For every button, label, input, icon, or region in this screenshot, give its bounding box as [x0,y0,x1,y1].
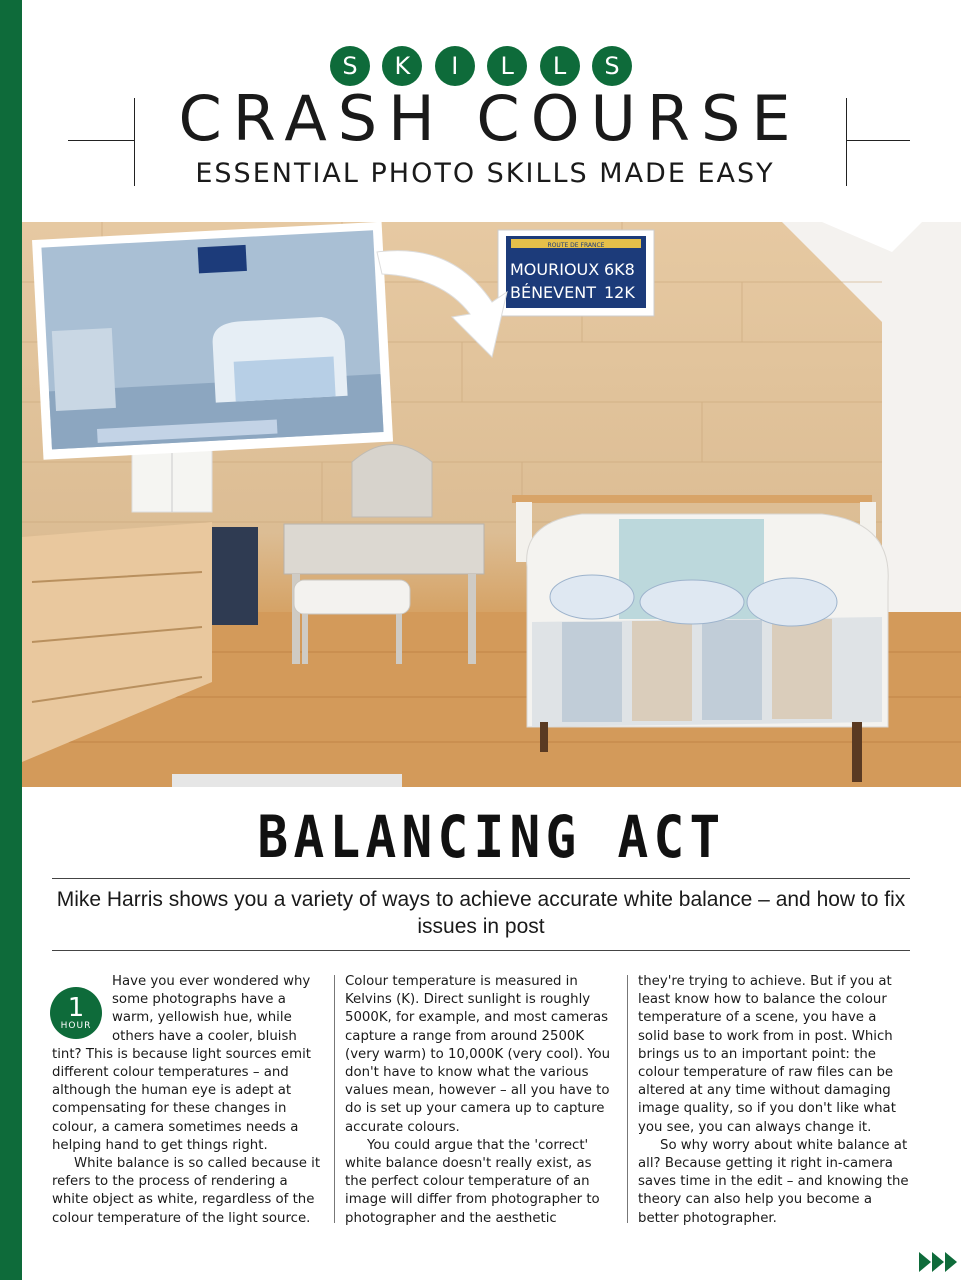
hour-badge-number: 1 [67,993,85,1023]
column-divider [627,975,628,1223]
bedroom-photo-illustration [22,222,961,787]
article-column-1 [52,973,324,1228]
header-rule-right-vertical [846,98,847,186]
article-column-3 [638,973,910,1228]
body-paragraph: Colour temperature is measured in Kelvins (K). Direct sunlight is roughly 5000K, for example, and most cameras capture a range from around 2500K (very warm) to 10,000K (very cool). You don't have to know what the various values mean, however – all you have to do is set up your camera up to capture accurate colours. [345,974,611,1135]
body-paragraph: Have you ever wondered why some photographs have a warm, yellowish hue, while others have a cooler, bluish tint? This is because light sources emit different colour temperatures – and although the human eye is adept at compensating for these changes in colour, a camera sometimes needs a helping hand to get things right. [52,974,311,1153]
header-rule-left-vertical [134,98,135,186]
skills-badge-row [330,46,632,86]
header-rule-right [846,140,910,141]
svg-text:12K: 12K [604,283,635,302]
body-paragraph: So why worry about white balance at all? Because getting it right in-camera saves time in the edit – and knowing the theory can also help you become a better photographer. [638,1137,909,1226]
hour-badge [50,987,102,1039]
body-paragraph: they're trying to achieve. But if you at least know how to balance the colour temperature of a scene, you have a solid base to work from in post. Which brings us to an important point: the colour temperature of raw files can be altered at any time without damaging image quality, so if you don't like what you see, you can always change it. [638,974,896,1135]
svg-text:MOURIOUX: MOURIOUX [510,260,600,279]
skills-letter: S [330,46,370,86]
page-edge-bar [0,0,22,1280]
column-divider [334,975,335,1223]
svg-text:6K8: 6K8 [604,260,635,279]
header-rule-left [68,140,134,141]
svg-text:ROUTE DE FRANCE: ROUTE DE FRANCE [547,242,605,249]
standfirst-rule-top [52,878,910,879]
skills-letter: L [487,46,527,86]
body-paragraph: You could argue that the 'correct' white balance doesn't really exist, as the perfect colour temperature of an image will differ from photographer to photographer and the aesthetic [345,1137,600,1226]
skills-letter: K [382,46,422,86]
skills-letter: I [435,46,475,86]
article-headline: BALANCING ACT [257,803,726,871]
section-title: CRASH COURSE [178,82,802,155]
skills-letter: S [592,46,632,86]
article-standfirst: Mike Harris shows you a variety of ways to achieve accurate white balance – and how to fix issues in post [56,888,906,938]
standfirst-rule-bottom [52,950,910,951]
next-page-arrows-icon [919,1250,957,1274]
hour-badge-label: HOUR [60,1021,92,1031]
section-subtitle: ESSENTIAL PHOTO SKILLS MADE EASY [195,158,775,189]
body-paragraph: White balance is so called because it refers to the process of rendering a white object as white, regardless of the colour temperature of the light source. [52,1156,321,1226]
article-column-2 [345,973,617,1228]
svg-text:BÉNEVENT: BÉNEVENT [510,283,596,302]
skills-letter: L [540,46,580,86]
bedroom-photo [22,222,961,787]
